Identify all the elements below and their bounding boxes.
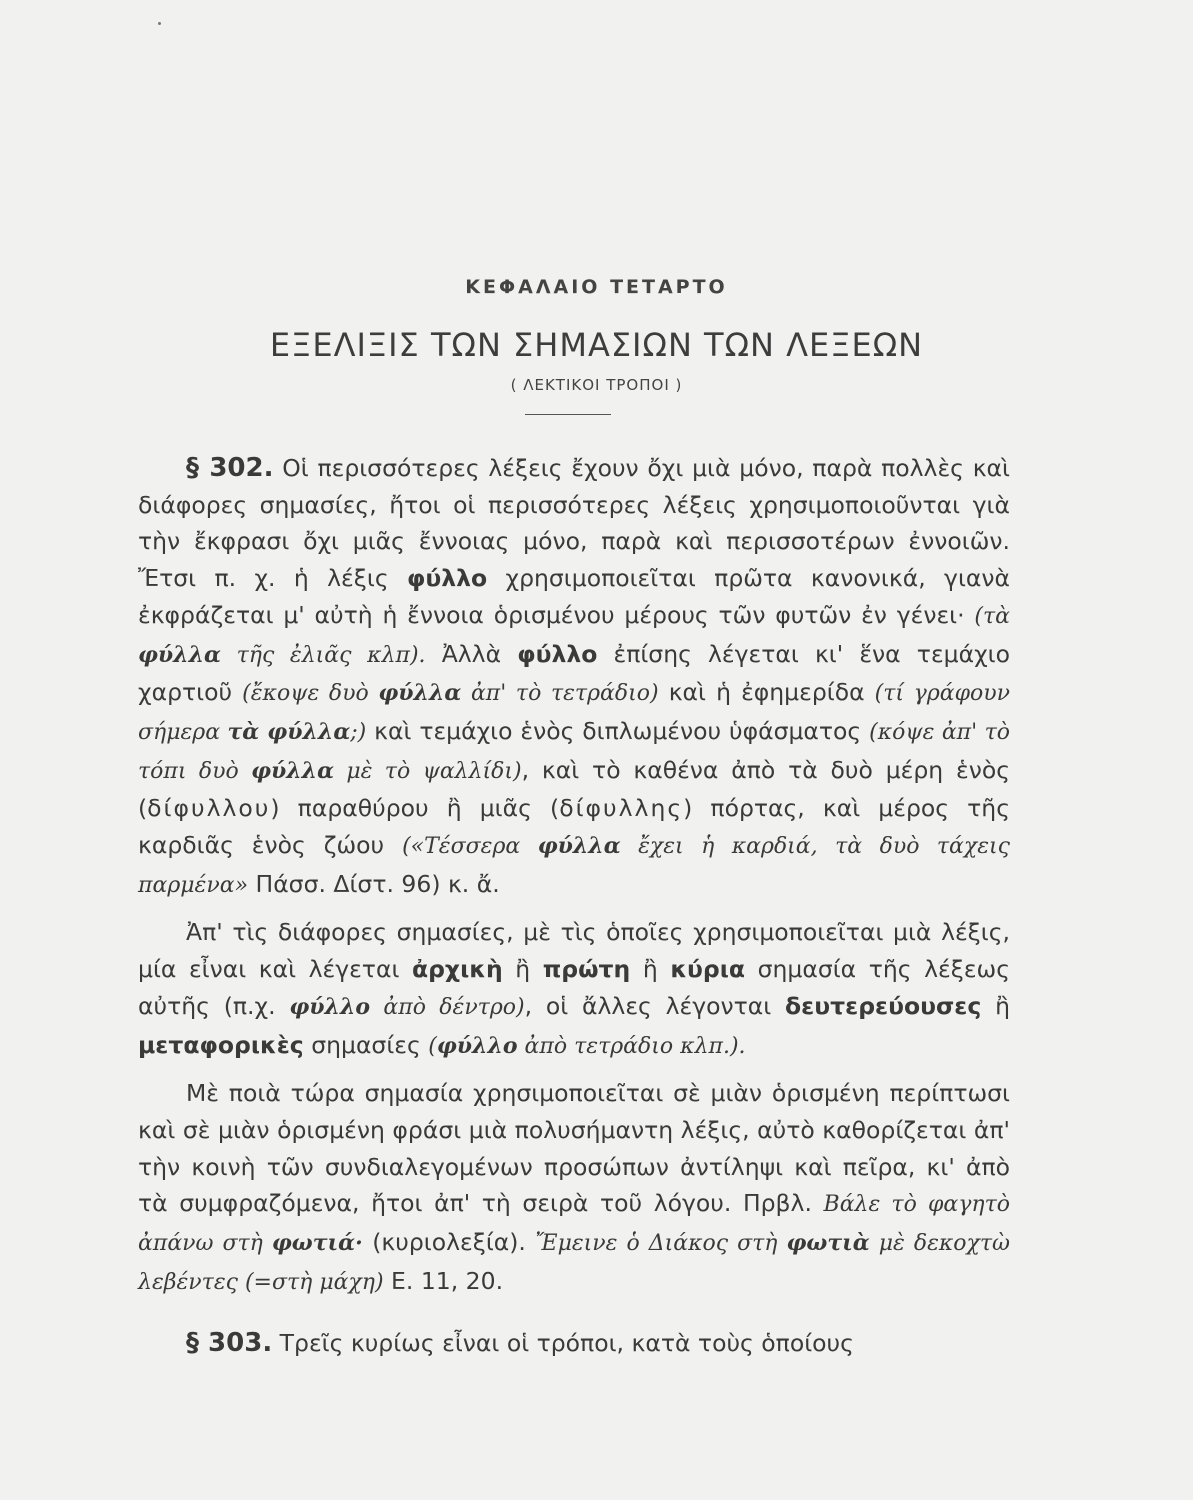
text-run: καὶ ἡ ἐφημερίδα xyxy=(658,678,875,707)
text-run: («Τέσσερα xyxy=(402,834,538,860)
text-run: μὲ δεκοχτὼ λεβέντες (=στὴ μάχη) xyxy=(138,1231,1010,1295)
chapter-subtitle: ( ΛΕΚΤΙΚΟΙ ΤΡΟΠΟΙ ) xyxy=(510,376,683,394)
text-run: χρησιμοποιεῖται πρῶτα κανονικά, γιανὰ ἐκφράζεται μ' αὐτὴ ἡ ἔννοια ὁρισμένου μέρους τῶν φυτῶν ἐν γένει· xyxy=(138,564,1011,629)
text-run: δίφυλλης xyxy=(559,794,684,823)
text-run: φύλλα xyxy=(378,680,462,707)
text-run: φύλλο xyxy=(407,564,488,593)
text-run: ;) xyxy=(350,719,367,745)
text-run: καὶ τεμάχιο ἑνὸς διπλωμένου ὑφάσματος xyxy=(366,716,870,745)
text-run: Οἱ περισσότερες λέξεις ἔχουν ὄχι μιὰ μόνο, παρὰ πολλὲς καὶ διάφορες σημασίες, ἤτοι οἱ περισσότερες λέξεις χρησιμοποιοῦνται γιὰ τὴν ἔκφρασι ὄχι μιᾶς ἔννοιας μόνο, παρὰ καὶ περισσοτέρων ἐννοιῶν. Ἔτσι π. χ. ἡ λέξις xyxy=(138,454,1010,593)
text-run: ἔχει ἡ καρδιά, τὰ δυὸ τάχεις παρμένα» xyxy=(138,834,1010,898)
text-run: φωτιὰ xyxy=(786,1230,870,1257)
text-run: ἢ xyxy=(630,955,671,984)
text-run: ) πόρτας, καὶ μέρος τῆς καρδιᾶς ἑνὸς ζώου xyxy=(138,794,1010,860)
paragraph-meanings xyxy=(138,914,1010,1065)
text-run: σημασίες xyxy=(303,1030,429,1059)
text-run: ) παραθύρου ἢ μιᾶς ( xyxy=(270,794,560,823)
text-run: ἀπ' τὸ τετράδιο) xyxy=(461,681,659,707)
text-run: (κυριολεξία). xyxy=(362,1228,536,1257)
paragraph-303 xyxy=(138,1325,1010,1362)
text-run: τῆς ἐλιᾶς κλπ). xyxy=(220,642,426,668)
text-run: (ἔκοψε δυὸ xyxy=(242,681,379,707)
paragraph-context xyxy=(138,1075,1010,1301)
text-run: § 303. xyxy=(186,1328,273,1359)
text-run: φύλλα xyxy=(251,757,335,784)
text-run: μεταφορικὲς xyxy=(138,1030,304,1059)
text-run: φωτιά· xyxy=(271,1230,363,1257)
text-run: φύλλο xyxy=(289,993,371,1020)
text-run: ἀπὸ τετράδιο κλπ.). xyxy=(517,1033,746,1059)
chapter-heading: ΚΕΦΑΛΑΙΟ ΤΕΤΑΡΤΟ xyxy=(465,276,728,298)
text-run: φύλλα xyxy=(138,641,221,668)
text-run: δευτερεύουσες xyxy=(785,991,982,1020)
title-rule xyxy=(525,414,611,415)
text-run: Βάλε τὸ φαγητὸ ἀπάνω στὴ xyxy=(138,1192,1010,1257)
text-run: Ε. 11, 20. xyxy=(383,1266,504,1295)
body-text xyxy=(138,450,1010,1362)
paragraph-302 xyxy=(138,450,1010,904)
chapter-title: ΕΞΕΛΙΞΙΣ ΤΩΝ ΣΗΜΑΣΙΩΝ ΤΩΝ ΛΕΞΕΩΝ xyxy=(269,326,924,364)
text-run: (τί γράφουν σήμερα xyxy=(138,681,1011,745)
text-run: πρώτη xyxy=(542,955,631,984)
text-run: δίφυλλου xyxy=(147,794,271,823)
text-run: Πάσσ. Δίστ. 96) κ. ἄ. xyxy=(248,869,500,898)
text-run: Μὲ ποιὰ τώρα σημασία χρησιμοποιεῖται σὲ μιὰν ὁρισμένη περίπτωσι καὶ σὲ μιὰν ὁρισμένη φράσι μιὰ πολυσήμαντη λέξις, αὐτὸ καθορίζεται ἀπ' τὴν κοινὴ τῶν συνδιαλεγομένων προσώπων ἀντίληψι καὶ πεῖρα, κι' ἀπὸ τὰ συμφραζόμενα, ἤτοι ἀπ' τὴ σειρὰ τοῦ λόγου. Πρβλ. xyxy=(138,1079,1010,1218)
text-run: ἀρχικὴ xyxy=(411,955,503,984)
text-run: § 302. xyxy=(186,453,274,483)
text-run: ἢ xyxy=(502,955,543,984)
text-run: , καὶ τὸ καθένα ἀπὸ τὰ δυὸ μέρη ἑνὸς ( xyxy=(138,755,1010,823)
text-run: φύλλο xyxy=(517,639,598,668)
text-run: Ἀπ' τὶς διάφορες σημασίες, μὲ τὶς ὁποῖες χρησιμοποιεῖται μιὰ λέξις, μία εἶναι καὶ λέγεται xyxy=(138,918,1010,984)
text-run: ἀπὸ δέντρο) xyxy=(370,994,525,1020)
text-run: Ἀλλὰ xyxy=(425,639,518,668)
text-run: Τρεῖς κυρίως εἶναι οἱ τρόποι, κατὰ τοὺς ὁποίους xyxy=(272,1329,854,1358)
text-run: φύλλα xyxy=(537,833,621,860)
text-run: (κόψε ἀπ' τὸ τόπι δυὸ xyxy=(138,719,1011,784)
text-run: ἐπίσης λέγεται κι' ἕνα τεμάχιο χαρτιοῦ xyxy=(138,639,1010,707)
text-run: φύλλο xyxy=(436,1032,518,1059)
speck xyxy=(158,22,161,25)
text-run: μὲ τὸ ψαλλίδι) xyxy=(334,758,522,784)
text-run: κύρια xyxy=(670,955,746,984)
text-run: σημασία τῆς λέξεως αὐτῆς (π.χ. xyxy=(138,955,1011,1020)
text-run: Ἔμεινε ὁ Διάκος στὴ xyxy=(535,1231,787,1257)
text-run: ἢ xyxy=(981,991,1011,1020)
text-run: (τὰ xyxy=(974,603,1010,629)
text-run: τὰ φύλλα xyxy=(227,718,351,745)
text-run: ( xyxy=(428,1033,437,1059)
text-run: , οἱ ἄλλες λέγονται xyxy=(524,991,786,1020)
